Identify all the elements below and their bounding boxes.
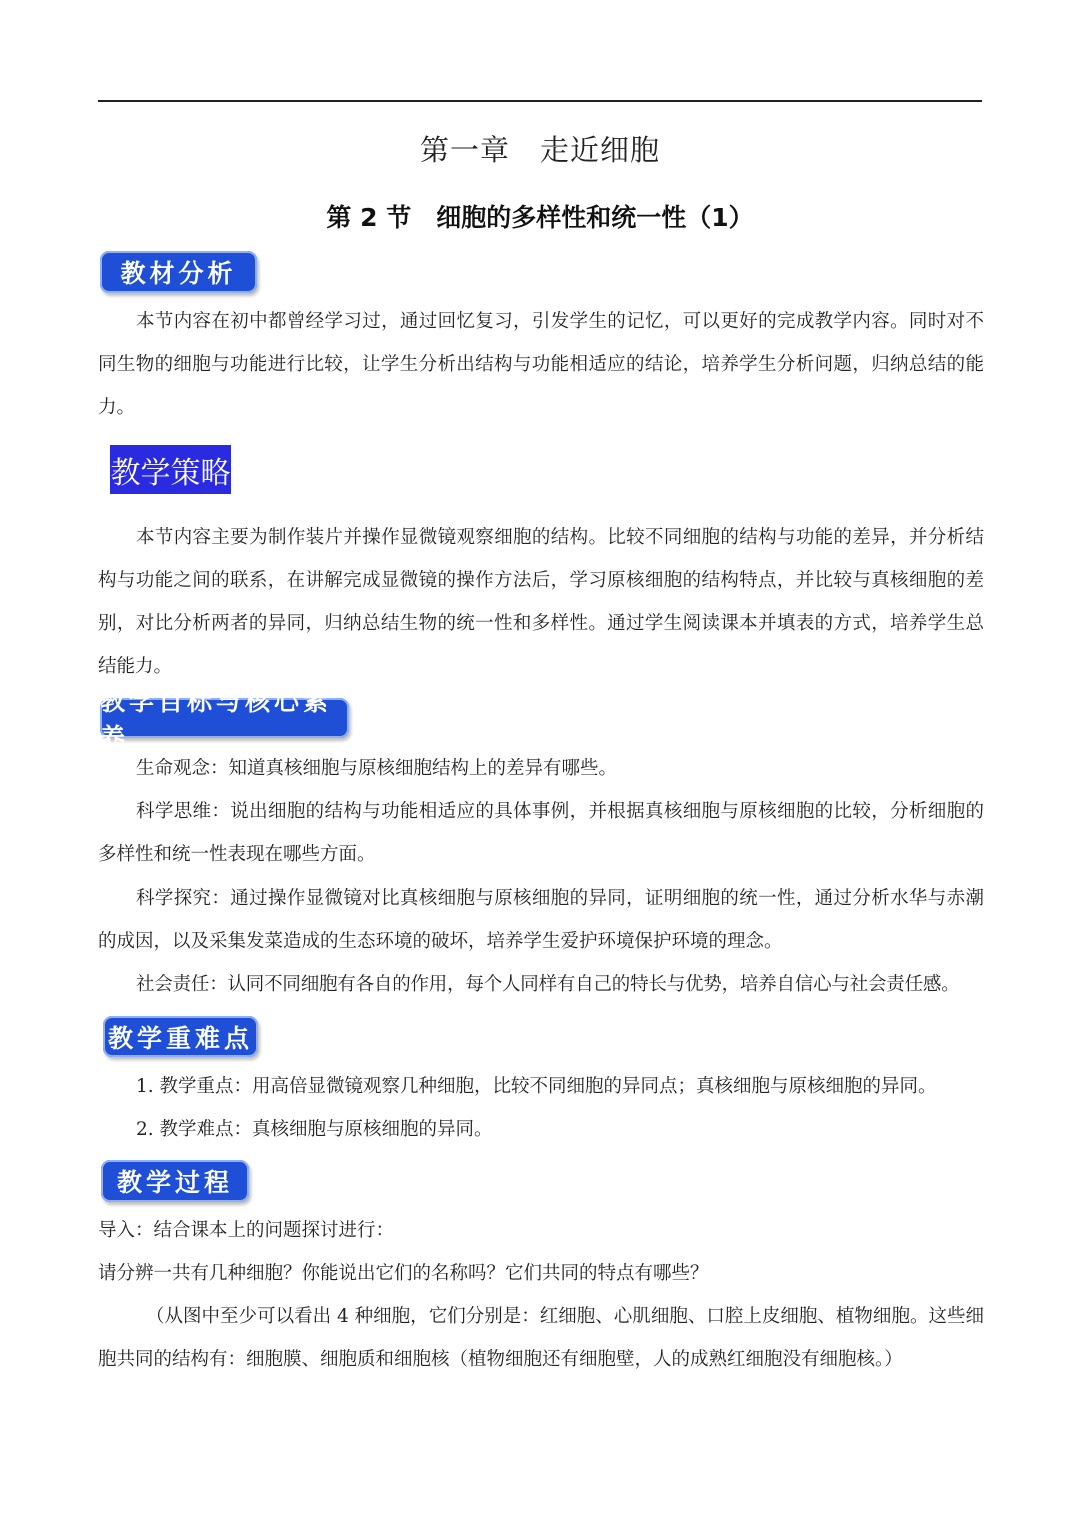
goals-heading-badge: 教学目标与核心素养: [100, 698, 349, 738]
process-question: 请分辨一共有几种细胞？你能说出它们的名称吗？它们共同的特点有哪些？: [98, 1263, 709, 1284]
chapter-title: 第一章 走近细胞: [419, 133, 660, 167]
goal-life-concept: 生命观念：知道真核细胞与原核细胞结构上的差异有哪些。: [136, 758, 618, 779]
difficult-point: 2. 教学难点：真核细胞与原核细胞的异同。: [136, 1119, 493, 1140]
header-rule: [98, 100, 982, 102]
goal-scientific-inquiry: 科学探究：通过操作显微镜对比真核细胞与原核细胞的异同，证明细胞的统一性，通过分析水华与赤潮的成因，以及采集发菜造成的生态环境的破坏，培养学生爱护环境保护环境的理念。: [98, 888, 984, 952]
section-title: 第 2 节 细胞的多样性和统一性（1）: [326, 203, 754, 232]
key-point: 1. 教学重点：用高倍显微镜观察几种细胞，比较不同细胞的异同点；真核细胞与原核细胞的异同。: [136, 1076, 937, 1097]
keypoints-heading-badge: 教学重难点: [103, 1016, 258, 1057]
strategy-heading-badge: 教学策略: [110, 445, 231, 494]
process-intro: 导入：结合课本上的问题探讨进行：: [98, 1220, 395, 1241]
strategy-paragraph: 本节内容主要为制作装片并操作显微镜观察细胞的结构。比较不同细胞的结构与功能的差异，并分析结构与功能之间的联系，在讲解完成显微镜的操作方法后，学习原核细胞的结构特点，并比较与真核细胞的差别，对比分析两者的异同，归纳总结生物的统一性和多样性。通过学生阅读课本并填表的方式，培养学生总结能力。: [98, 527, 984, 677]
analysis-heading-badge: 教材分析: [100, 251, 257, 293]
process-heading-badge: 教学过程: [101, 1160, 249, 1202]
goal-social-responsibility: 社会责任：认同不同细胞有各自的作用，每个人同样有自己的特长与优势，培养自信心与社会责任感。: [136, 974, 960, 995]
analysis-paragraph: 本节内容在初中都曾经学习过，通过回忆复习，引发学生的记忆，可以更好的完成教学内容。同时对不同生物的细胞与功能进行比较，让学生分析出结构与功能相适应的结论，培养学生分析问题，归纳总结的能力。: [98, 311, 984, 418]
process-answer: （从图中至少可以看出 4 种细胞，它们分别是：红细胞、心肌细胞、口腔上皮细胞、植物细胞。这些细胞共同的结构有：细胞膜、细胞质和细胞核（植物细胞还有细胞壁，人的成熟红细胞没有细胞核。）: [98, 1306, 984, 1370]
goal-scientific-thinking: 科学思维：说出细胞的结构与功能相适应的具体事例，并根据真核细胞与原核细胞的比较，分析细胞的多样性和统一性表现在哪些方面。: [98, 801, 984, 865]
